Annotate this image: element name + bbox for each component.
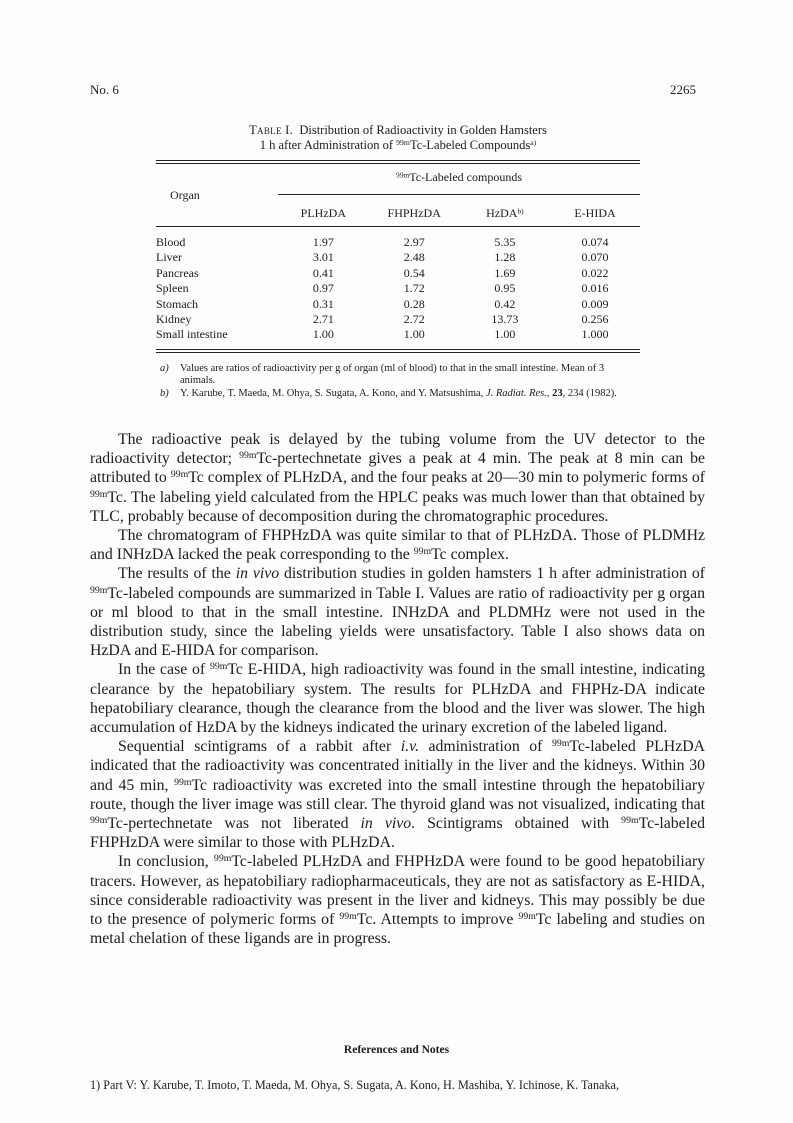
organ-cell: Spleen bbox=[156, 281, 189, 296]
value-cell: 0.42 bbox=[494, 296, 516, 311]
value-cell: 1.00 bbox=[403, 327, 425, 342]
value-cell: 5.35 bbox=[494, 235, 516, 249]
footnote-pages: , 234 (1982). bbox=[562, 387, 617, 399]
paragraph: The results of the in vivo distribution studies in golden hamsters 1 h after administration of $^{99m}$Tc-labeled compounds are summarized in Table I. Values are ratio of radioactivity per g organ or ml blood to that in the small intestine. INHzDA and PLDMHz were not used in the distribution study, since the labeling yields were unsatisfactory. Table I also shows data on HzDA and E-HIDA for comparison. bbox=[90, 565, 705, 660]
organ-cell: Small intestine bbox=[156, 327, 228, 342]
table-body bbox=[156, 227, 640, 349]
value-cell: 1.000 bbox=[581, 327, 609, 342]
page-number-right: 2265 bbox=[670, 82, 696, 97]
table-title-line2: 1 h after Administration of bbox=[259, 138, 397, 152]
organ-cell: Blood bbox=[156, 235, 186, 249]
table-row bbox=[156, 297, 640, 312]
paragraph: Sequential scintigrams of a rabbit after i.v. administration of $^{99m}$Tc-labeled PLHzDA indicated that the radioactivity was concentrated initially in the liver and the kidneys. Within 30 and 45 min, $^{99m}$Tc radioactivity was excreted into the small intestine through the hepatobiliary route, though the liver image was still clear. The thyroid gland was not visualized, indicating that $^{99m}$Tc-pertechnetate was not liberated in vivo. Scintigrams obtained with $^{99m}$Tc-labeled FHPHzDA were similar to those with PLHzDA. bbox=[90, 738, 706, 852]
table-row bbox=[156, 312, 640, 327]
column-header bbox=[460, 200, 550, 227]
table-label: Table I. bbox=[249, 123, 294, 137]
organ-cell: Liver bbox=[156, 250, 182, 265]
column-header: E-HIDA bbox=[574, 205, 616, 220]
value-cell: 2.71 bbox=[312, 312, 334, 327]
body-text bbox=[90, 430, 705, 948]
value-cell: 0.256 bbox=[581, 312, 609, 327]
footnote-text: Values are ratios of radioactivity per g of organ (ml of blood) to that in the small intestine. Mean of 3 animals. bbox=[180, 362, 605, 387]
value-cell: 0.95 bbox=[494, 281, 516, 296]
organ-column-header: Organ bbox=[170, 187, 200, 202]
footnote-a bbox=[156, 363, 640, 388]
organ-cell: Kidney bbox=[156, 312, 192, 327]
table-row bbox=[156, 227, 640, 250]
footnote-journal: J. Radiat. Res. bbox=[485, 387, 547, 399]
column-header: PLHzDA bbox=[300, 205, 346, 220]
table-footnotes bbox=[156, 363, 640, 401]
column-header: FHPHzDA bbox=[387, 205, 441, 220]
footnote-mark: a) bbox=[160, 362, 169, 374]
paragraph: The chromatogram of FHPHzDA was quite similar to that of PLHzDA. Those of PLDMHz and INHzDA lacked the peak corresponding to the $^{99m}$Tc complex. bbox=[90, 527, 705, 564]
value-cell: 0.022 bbox=[581, 265, 609, 280]
value-cell: 0.016 bbox=[581, 281, 609, 296]
value-cell: 0.41 bbox=[312, 265, 334, 280]
table-title-line2-end: Tc-Labeled Compounds bbox=[409, 138, 531, 152]
paragraph: In the case of $^{99m}$Tc E-HIDA, high radioactivity was found in the small intestine, indicating clearance by the hepatobiliary system. The results for PLHzDA and FHPHz-DA indicate hepatobiliary clearance, though the clearance from the blood and the liver was slower. The high accumulation of HzDA by the kidneys indicated the urinary excretion of the labeled ligand. bbox=[90, 661, 705, 737]
isotope-superscript: 99m bbox=[395, 169, 410, 179]
value-cell: 1.69 bbox=[494, 265, 516, 280]
paragraph: The radioactive peak is delayed by the tubing volume from the UV detector to the radioactivity detector; $^{99m}$Tc-pertechnetate gives a peak at 4 min. The peak at 8 min can be attributed to $^{99m}$Tc complex of PLHzDA, and the four peaks at 20—30 min to polymeric forms of $^{99m}$Tc. The labeling yield calculated from the HPLC peaks was much lower than that obtained by TLC, probably because of decomposition during the chromatographic procedures. bbox=[90, 431, 705, 525]
table-bottom-rule bbox=[156, 349, 640, 353]
footnote-volume: 23 bbox=[552, 387, 563, 399]
footnote-b bbox=[156, 388, 640, 401]
footnote-text bbox=[180, 388, 625, 401]
value-cell: 0.009 bbox=[581, 296, 609, 311]
page-number-left: No. 6 bbox=[90, 82, 119, 97]
value-cell: 13.73 bbox=[491, 312, 519, 327]
value-cell: 1.00 bbox=[494, 327, 516, 342]
table-1 bbox=[156, 123, 640, 400]
value-cell: 1.72 bbox=[403, 281, 425, 296]
value-cell: 0.97 bbox=[312, 281, 334, 296]
footnote-sep: , bbox=[546, 387, 553, 399]
organ-cell: Pancreas bbox=[156, 265, 199, 280]
table-caption bbox=[156, 123, 640, 153]
isotope-superscript: 99m bbox=[396, 138, 410, 148]
organ-cell: Stomach bbox=[156, 296, 198, 311]
value-cell: 1.97 bbox=[312, 235, 334, 249]
value-cell: 0.074 bbox=[581, 235, 609, 249]
paragraph: In conclusion, $^{99m}$Tc-labeled PLHzDA and FHPHzDA were found to be good hepatobiliary tracers. However, as hepatobiliary radiopharmaceuticals, they are not as satisfactory as E-HIDA, since considerable radioactivity was present in the liver and kidneys. This may possibly be due to the presence of polymeric forms of $^{99m}$Tc. Attempts to improve $^{99m}$Tc labeling and studies on metal chelation of these ligands are in progress. bbox=[90, 853, 705, 948]
value-cell: 2.48 bbox=[403, 250, 425, 265]
references-heading: References and Notes bbox=[343, 1044, 450, 1056]
footnote-authors: Y. Karube, T. Maeda, M. Ohya, S. Sugata, A. Kono, and Y. Matsushima, bbox=[180, 387, 486, 399]
table-row bbox=[156, 281, 640, 296]
value-cell: 1.00 bbox=[312, 327, 334, 342]
table-title-line1: Distribution of Radioactivity in Golden Hamsters bbox=[299, 123, 547, 137]
footnote-mark: b) bbox=[160, 387, 169, 399]
compound-group-header bbox=[278, 164, 640, 200]
reference-item: 1) Part V: Y. Karube, T. Imoto, T. Maeda, M. Ohya, S. Sugata, A. Kono, H. Mashiba, Y. Ichinose, K. Tanaka, bbox=[90, 1078, 619, 1092]
table-row bbox=[156, 250, 640, 265]
value-cell: 0.28 bbox=[403, 296, 425, 311]
value-cell: 0.31 bbox=[312, 296, 334, 311]
column-header-text: HzDA bbox=[486, 205, 518, 220]
table-row bbox=[156, 327, 640, 348]
value-cell: 0.070 bbox=[581, 250, 609, 265]
table-row bbox=[156, 266, 640, 281]
value-cell: 2.72 bbox=[403, 312, 425, 327]
value-cell: 1.28 bbox=[494, 250, 516, 265]
group-header-text: Tc-Labeled compounds bbox=[409, 169, 523, 184]
distribution-table bbox=[156, 164, 640, 349]
footnote-ref: a) bbox=[530, 138, 537, 148]
value-cell: 0.54 bbox=[403, 265, 425, 280]
value-cell: 2.97 bbox=[403, 235, 425, 249]
footnote-ref: b) bbox=[517, 205, 524, 215]
value-cell: 3.01 bbox=[312, 250, 334, 265]
